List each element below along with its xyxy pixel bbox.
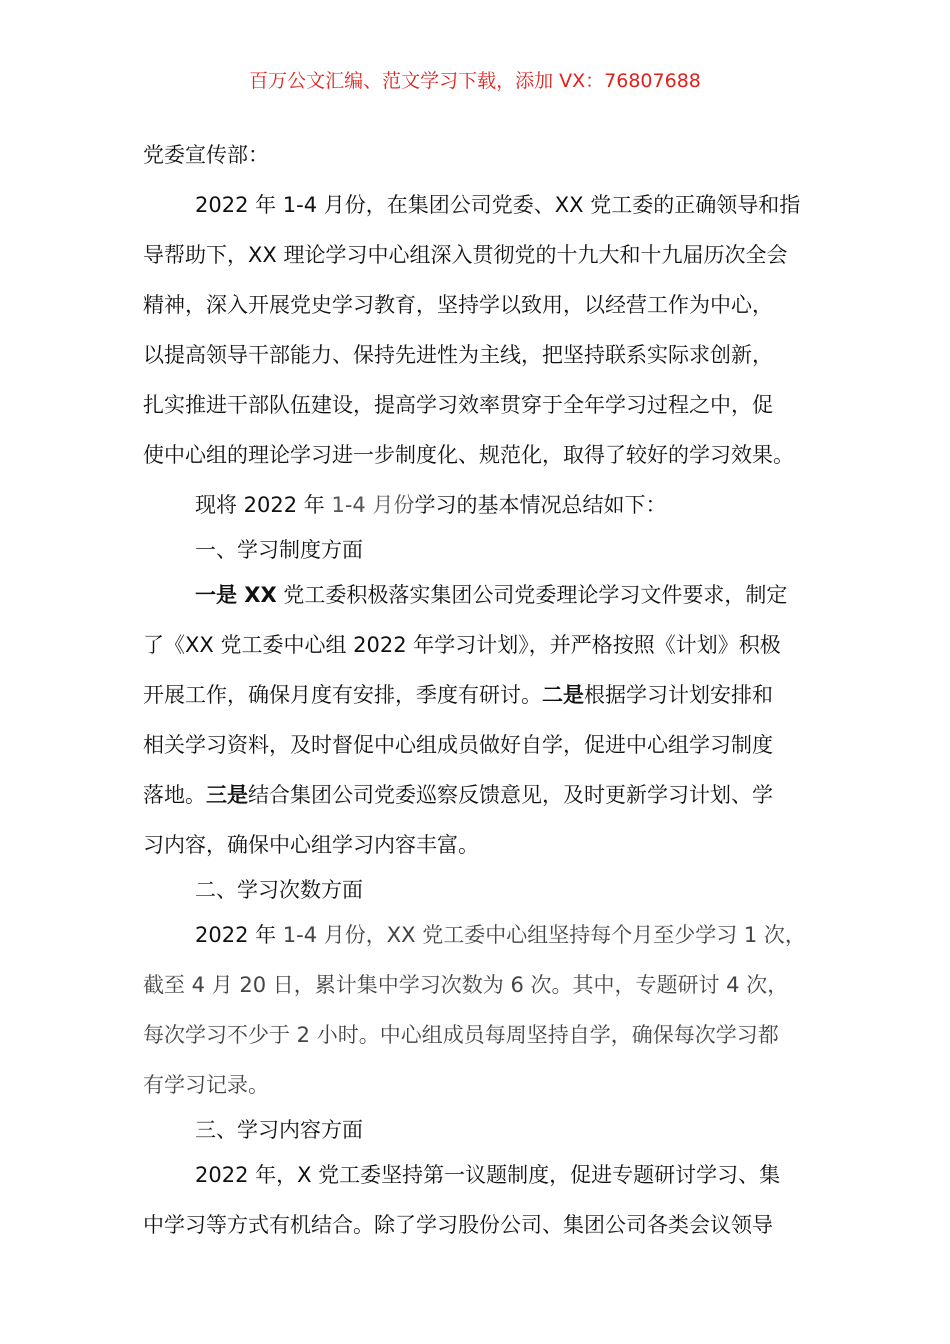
header-watermark-text: 百万公文汇编、范文学习下载，添加 VX：76807688: [249, 70, 701, 92]
emphasis-yishi: 一是 XX: [195, 583, 277, 607]
paragraph-3-line-5-text-b: 结合集团公司党委巡察反馈意见，及时更新学习计划、学: [248, 783, 773, 807]
paragraph-1-line-3: 精神，深入开展党史学习教育，坚持学以致用，以经营工作为中心，: [143, 293, 773, 317]
section-heading-1: 一、学习制度方面: [195, 538, 363, 562]
emphasis-sanshi: 三是: [206, 783, 248, 807]
paragraph-4-line-3: 每次学习不少于 2 小时。中心组成员每周坚持自学，确保每次学习都: [143, 1023, 779, 1047]
paragraph-3-line-1-text: 党工委积极落实集团公司党委理论学习文件要求，制定: [276, 583, 788, 607]
paragraph-2-part-b: 1-4 月份: [331, 493, 415, 517]
paragraph-4-line-1: [143, 910, 808, 960]
paragraph-1-line-6: 使中心组的理论学习进一步制度化、规范化，取得了较好的学习效果。: [143, 443, 794, 467]
section-heading-2: 二、学习次数方面: [195, 878, 363, 902]
paragraph-3-line-2: 了《XX 党工委中心组 2022 年学习计划》，并严格按照《计划》积极: [143, 633, 781, 657]
salutation: 党委宣传部：: [143, 143, 269, 167]
paragraph-5-line-2: 中学习等方式有机结合。除了学习股份公司、集团公司各类会议领导: [143, 1213, 773, 1237]
paragraph-1-line-4: 以提高领导干部能力、保持先进性为主线，把坚持联系实际求创新，: [143, 343, 773, 367]
document-body: [143, 130, 808, 1250]
paragraph-2-part-a: 现将 2022 年: [195, 493, 332, 517]
paragraph-3-line-5: [143, 770, 808, 820]
paragraph-4-line-2: 截至 4 月 20 日，累计集中学习次数为 6 次。其中，专题研讨 4 次，: [143, 973, 789, 997]
section-heading-3: 三、学习内容方面: [195, 1118, 363, 1142]
paragraph-3-line-3-text-b: 根据学习计划安排和: [584, 683, 773, 707]
emphasis-ershi: 二是: [542, 683, 584, 707]
paragraph-1-line-2: 导帮助下，XX 理论学习中心组深入贯彻党的十九大和十九届历次全会: [143, 243, 788, 267]
paragraph-3-line-1: [143, 570, 808, 620]
paragraph-5-line-1: 2022 年，X 党工委坚持第一议题制度，促进专题研讨学习、集: [195, 1163, 781, 1187]
paragraph-2: [143, 480, 808, 530]
paragraph-4-line-1-text-b: 1-4 月份，XX 党工委中心组坚持每个月至少学习 1 次，: [282, 923, 806, 947]
paragraph-3-line-5-text-a: 落地。: [143, 783, 206, 807]
paragraph-4-line-1-text-a: 2022 年: [195, 923, 283, 947]
paragraph-1-line-5: 扎实推进干部队伍建设，提高学习效率贯穿于全年学习过程之中，促: [143, 393, 773, 417]
paragraph-2-part-c: 学习的基本情况总结如下：: [414, 493, 667, 517]
paragraph-3-line-6: 习内容，确保中心组学习内容丰富。: [143, 833, 479, 857]
paragraph-1-line-1: 2022 年 1-4 月份，在集团公司党委、XX 党工委的正确领导和指: [195, 193, 801, 217]
paragraph-3-line-3-text-a: 开展工作，确保月度有安排，季度有研讨。: [143, 683, 542, 707]
paragraph-3-line-4: 相关学习资料，及时督促中心组成员做好自学，促进中心组学习制度: [143, 733, 773, 757]
paragraph-3-line-3: [143, 670, 808, 720]
paragraph-4-line-4: 有学习记录。: [143, 1073, 269, 1097]
